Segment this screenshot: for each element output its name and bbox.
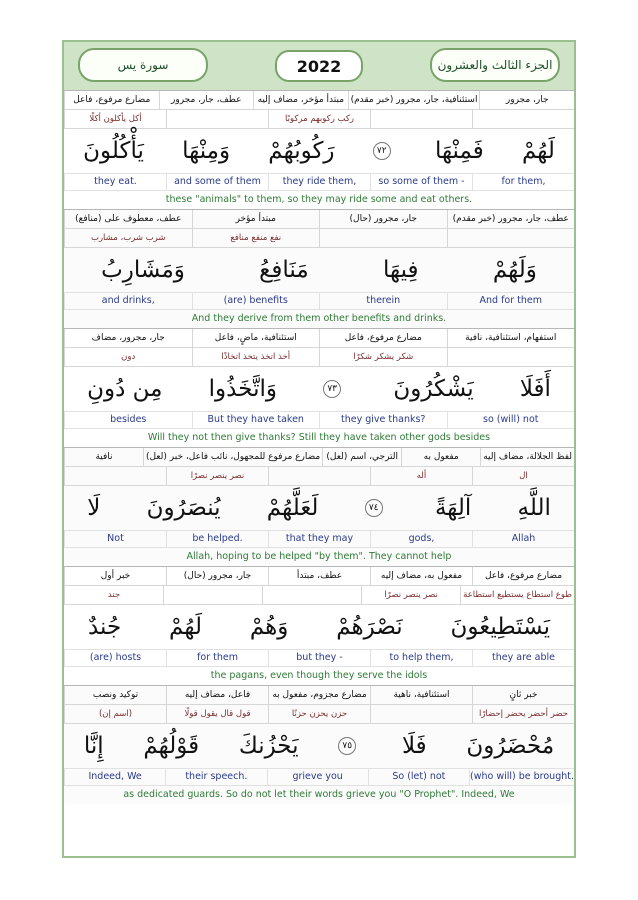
grammar-cell: جار، مجرور (حال) bbox=[166, 567, 268, 585]
grammar-cell: جار، مجرور (حال) bbox=[319, 210, 447, 228]
arabic-word: يَشْكُرُونَ bbox=[393, 376, 474, 402]
english-word: be helped. bbox=[166, 531, 268, 547]
verse-block bbox=[64, 209, 574, 328]
root-cell bbox=[262, 586, 361, 604]
grammar-cell: مضارع مجزوم، مفعول به bbox=[268, 686, 370, 704]
arabic-row bbox=[64, 724, 574, 768]
grammar-cell: فاعل، مضاف إليه bbox=[166, 686, 268, 704]
arabic-word: مُحْضَرُونَ bbox=[466, 733, 555, 759]
arabic-word: نَصْرَهُمْ bbox=[336, 614, 403, 640]
english-word: So (let) not bbox=[368, 769, 469, 785]
root-cell: جند bbox=[64, 586, 163, 604]
english-word: But they have taken bbox=[192, 412, 320, 428]
arabic-row bbox=[64, 248, 574, 292]
english-word: therein bbox=[319, 293, 447, 309]
grammar-row bbox=[64, 210, 574, 229]
verse-block bbox=[64, 328, 574, 447]
root-cell: أخذ اتخذ يتخذ اتخاذًا bbox=[192, 348, 320, 366]
grammar-cell: عطف، معطوف على (منافع) bbox=[64, 210, 192, 228]
grammar-cell: خبر ثانٍ bbox=[472, 686, 574, 704]
grammar-cell: مبتدأ مؤخر، مضاف إليه bbox=[253, 91, 348, 109]
root-cell: قول قال يقول قولًا bbox=[166, 705, 268, 723]
english-word: that they may bbox=[268, 531, 370, 547]
root-cell bbox=[166, 110, 268, 128]
grammar-cell: مفعول به bbox=[401, 448, 480, 466]
arabic-word: رَكُوبُهُمْ bbox=[268, 138, 335, 164]
english-word: gods, bbox=[370, 531, 472, 547]
grammar-cell: مبتدأ مؤخر bbox=[192, 210, 320, 228]
grammar-row bbox=[64, 567, 574, 586]
verse-block bbox=[64, 685, 574, 804]
english-word: (are) benefits bbox=[192, 293, 320, 309]
translation-line: these "animals" to them, so they may ride some and eat others. bbox=[165, 194, 473, 205]
arabic-word: فِيهَا bbox=[382, 257, 419, 283]
arabic-row bbox=[64, 486, 574, 530]
root-cell: طوع استطاع يستطيع استطاعة bbox=[460, 586, 574, 604]
arabic-word: لَعَلَّهُمْ bbox=[266, 495, 319, 521]
english-word: besides bbox=[64, 412, 192, 428]
verse-block bbox=[64, 447, 574, 566]
grammar-cell: استئنافية، ماضٍ، فاعل bbox=[192, 329, 320, 347]
arabic-word: أَفَلَا bbox=[519, 376, 551, 402]
arabic-word: وَهُمْ bbox=[249, 614, 289, 640]
juz-title-banner bbox=[430, 48, 560, 82]
english-words-row bbox=[64, 411, 574, 429]
english-word: Not bbox=[64, 531, 166, 547]
grammar-cell: مضارع مرفوع، فاعل bbox=[319, 329, 447, 347]
arabic-word: لَهُمْ bbox=[169, 614, 202, 640]
english-word: so some of them - bbox=[370, 174, 472, 190]
arabic-word: اللَّهِ bbox=[517, 495, 551, 521]
root-cell: دون bbox=[64, 348, 192, 366]
english-word: And for them bbox=[447, 293, 575, 309]
roots-row bbox=[64, 586, 574, 605]
english-word: for them bbox=[166, 650, 268, 666]
english-words-row bbox=[64, 768, 574, 786]
grammar-cell: مفعول به، مضاف إليه bbox=[370, 567, 472, 585]
english-word: (who will) be brought. bbox=[469, 769, 574, 785]
root-cell: نفع منفع منافع bbox=[192, 229, 320, 247]
english-word: their speech. bbox=[165, 769, 266, 785]
verse-block bbox=[64, 90, 574, 209]
root-cell: أكل يأكلون أكلًا bbox=[64, 110, 166, 128]
juz-title: الجزء الثالث والعشرون bbox=[437, 58, 553, 72]
mushaf-page bbox=[62, 40, 576, 858]
english-word: they eat. bbox=[64, 174, 166, 190]
arabic-word: وَمِنْهَا bbox=[182, 138, 231, 164]
arabic-word: جُندٌ bbox=[87, 614, 122, 640]
grammar-cell: مضارع مرفوع للمجهول، نائب فاعل، خبر (لعل) bbox=[143, 448, 322, 466]
grammar-row bbox=[64, 448, 574, 467]
translation-line: Allah, hoping to be helped "by them". They cannot help bbox=[186, 551, 452, 562]
arabic-word: يَأْكُلُونَ bbox=[83, 138, 144, 164]
roots-row bbox=[64, 705, 574, 724]
year-label: 2022 bbox=[296, 56, 342, 76]
root-cell bbox=[370, 705, 472, 723]
grammar-row bbox=[64, 329, 574, 348]
grammar-cell: استفهام، استئنافية، نافية bbox=[447, 329, 575, 347]
grammar-cell: نافية bbox=[64, 448, 143, 466]
root-cell bbox=[447, 348, 575, 366]
english-word: so (will) not bbox=[447, 412, 575, 428]
arabic-word: يَسْتَطِيعُونَ bbox=[450, 614, 551, 640]
grammar-cell: عطف، مبتدأ bbox=[268, 567, 370, 585]
roots-row bbox=[64, 110, 574, 129]
grammar-cell: الترجي، اسم (لعل) bbox=[322, 448, 401, 466]
grammar-cell: خبر أول bbox=[64, 567, 166, 585]
arabic-word: يُنصَرُونَ bbox=[146, 495, 221, 521]
arabic-word: قَوْلُهُمْ bbox=[143, 733, 200, 759]
verse-blocks bbox=[64, 90, 574, 804]
english-word: (are) hosts bbox=[64, 650, 166, 666]
arabic-word: وَمَشَارِبُ bbox=[101, 257, 185, 283]
translation-line: Will they not then give thanks? Still they have taken other gods besides bbox=[147, 432, 491, 443]
surah-title: سورة يس bbox=[117, 58, 169, 72]
english-words-row bbox=[64, 173, 574, 191]
arabic-row bbox=[64, 367, 574, 411]
arabic-word: فَمِنْهَا bbox=[434, 138, 484, 164]
translation-line: the pagans, even though they serve the idols bbox=[210, 670, 428, 681]
english-words-row bbox=[64, 292, 574, 310]
grammar-row bbox=[64, 686, 574, 705]
translation-line: And they derive from them other benefits and drinks. bbox=[191, 313, 447, 324]
arabic-word: فَلَا bbox=[401, 733, 427, 759]
grammar-cell: جار، مجرور، مضاف bbox=[64, 329, 192, 347]
ayah-number: ٧٤ bbox=[365, 499, 383, 517]
arabic-row bbox=[64, 129, 574, 173]
english-words-row bbox=[64, 649, 574, 667]
root-cell bbox=[64, 467, 166, 485]
grammar-cell: مضارع مرفوع، فاعل bbox=[472, 567, 574, 585]
grammar-cell: عطف، جار، مجرور bbox=[159, 91, 254, 109]
arabic-word: لَهُمْ bbox=[521, 138, 555, 164]
ayah-number: ٧٣ bbox=[323, 380, 341, 398]
arabic-word: مِن دُونِ bbox=[87, 376, 163, 402]
root-cell: نصر ينصر نصرًا bbox=[166, 467, 268, 485]
root-cell: ركب ركوبهم مركوبًا bbox=[268, 110, 370, 128]
grammar-cell: استئنافية، ناهية bbox=[370, 686, 472, 704]
english-word: they give thanks? bbox=[319, 412, 447, 428]
grammar-cell: جار، مجرور bbox=[479, 91, 574, 109]
english-word: to help them, bbox=[370, 650, 472, 666]
grammar-cell: توكيد ونصب bbox=[64, 686, 166, 704]
translation-line: as dedicated guards. So do not let their words grieve you "O Prophet". Indeed, We bbox=[123, 789, 515, 800]
root-cell bbox=[163, 586, 262, 604]
root-cell bbox=[472, 110, 574, 128]
root-cell bbox=[447, 229, 575, 247]
arabic-word: يَحْزُنكَ bbox=[238, 733, 299, 759]
arabic-word: وَاتَّخَذُوا bbox=[208, 376, 277, 402]
root-cell bbox=[319, 229, 447, 247]
root-cell: شرب شرب، مشارب bbox=[64, 229, 192, 247]
english-word: Allah bbox=[472, 531, 574, 547]
english-word: they ride them, bbox=[268, 174, 370, 190]
grammar-cell: عطف، جار، مجرور (خبر مقدم) bbox=[447, 210, 575, 228]
verse-block bbox=[64, 566, 574, 685]
english-words-row bbox=[64, 530, 574, 548]
roots-row bbox=[64, 229, 574, 248]
arabic-word: إِنَّا bbox=[83, 733, 104, 759]
grammar-row bbox=[64, 91, 574, 110]
root-cell: حزن يحزن حزنًا bbox=[268, 705, 370, 723]
root-cell: حضر أحضر يحضر إحضارًا bbox=[472, 705, 574, 723]
grammar-cell: مضارع مرفوع، فاعل bbox=[64, 91, 159, 109]
arabic-row bbox=[64, 605, 574, 649]
arabic-word: وَلَهُمْ bbox=[492, 257, 537, 283]
english-word: and drinks, bbox=[64, 293, 192, 309]
arabic-word: مَنَافِعُ bbox=[259, 257, 309, 283]
english-word: and some of them bbox=[166, 174, 268, 190]
arabic-word: لَا bbox=[87, 495, 101, 521]
root-cell: نصر ينصر نصرًا bbox=[361, 586, 460, 604]
root-cell: شكر يشكر شكرًا bbox=[319, 348, 447, 366]
arabic-word: آلِهَةً bbox=[434, 495, 472, 521]
grammar-cell: لفظ الجلالة، مضاف إليه bbox=[480, 448, 574, 466]
surah-title-banner bbox=[78, 48, 208, 82]
english-word: for them, bbox=[472, 174, 574, 190]
ayah-number: ٧٥ bbox=[338, 737, 356, 755]
page-header bbox=[64, 42, 574, 90]
ayah-number: ٧٢ bbox=[373, 142, 391, 160]
root-cell bbox=[268, 467, 370, 485]
root-cell: (اسم إن) bbox=[64, 705, 166, 723]
english-word: but they - bbox=[268, 650, 370, 666]
root-cell: أله bbox=[370, 467, 472, 485]
root-cell: ال bbox=[472, 467, 574, 485]
roots-row bbox=[64, 467, 574, 486]
roots-row bbox=[64, 348, 574, 367]
grammar-cell: استئنافية، جار، مجرور (خبر مقدم) bbox=[348, 91, 480, 109]
english-word: they are able bbox=[472, 650, 574, 666]
english-word: Indeed, We bbox=[64, 769, 165, 785]
english-word: grieve you bbox=[267, 769, 368, 785]
root-cell bbox=[370, 110, 472, 128]
year-badge bbox=[275, 50, 363, 82]
